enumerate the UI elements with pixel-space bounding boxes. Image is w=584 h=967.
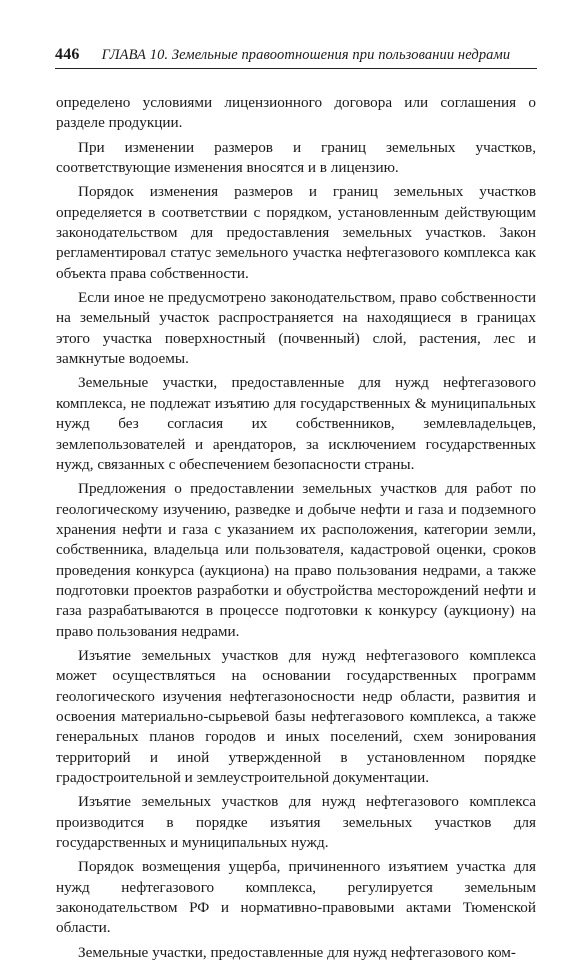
body-text [56, 93, 536, 967]
paragraph: Земельные участки, предоставленные для нужд нефтегазового комплекса, не подлежат изъятию для государственных & муниципальных нужд без согласия их собственников, землевладельцев, землепользователей и арендаторов, за исключением государственных нужд, связанных с обеспечением безопасности страны. [56, 374, 536, 473]
paragraph: При изменении размеров и границ земельных участков, соответствующие изменения вносятся и в лицензию. [56, 138, 536, 177]
paragraph: Порядок возмещения ущерба, причиненного изъятием участка для нужд нефтегазового комплекса, регулируется земельным законодательством РФ и нормативно-правовыми актами Тюменской области. [56, 858, 536, 937]
paragraph: Предложения о предоставлении земельных участков для работ по геологическому изучению, разведке и добыче нефти и газа и подземного хранения нефти и газа с указанием их расположения, категории земли, собственника, владельца или пользователя, кадастровой оценки, сроков проведения конкурса (аукциона) на право пользования недрами, а также подготовки проектов разработки и обустройства месторождений нефти и газа разрабатываются в процессе подготовки к конкурсу (аукциону) на право пользования недрами. [56, 480, 536, 640]
running-header [55, 45, 537, 69]
page-number: 446 [55, 46, 80, 63]
paragraph-continues: Земельные участки, предоставленные для нужд нефтегазового ком- [78, 943, 516, 961]
paragraph: Порядок изменения размеров и границ земельных участков определяется в соответствии с порядком, установленным действующим законодательством для предоставления земельных участков. Закон регламентировал статус земельного участка нефтегазового комплекса как объекта права собственности. [56, 183, 536, 282]
paragraph: Изъятие земельных участков для нужд нефтегазового комплекса производится в порядке изъятия земельных участков для государственных и муниципальных нужд. [56, 793, 536, 852]
paragraph: Если иное не предусмотрено законодательством, право собственности на земельный участок распространяется на находящиеся в границах этого участка поверхностный (почвенный) слой, растения, лес и замкнутые водоемы. [56, 289, 536, 368]
paragraph: Изъятие земельных участков для нужд нефтегазового комплекса может осуществляться на основании государственных программ геологического изучения нефтегазоносности недр области, развития и освоения материально-сырьевой базы нефтегазового комплекса, а также генеральных планов городов и иных поселений, схем зонирования территорий и иной утвержденной в установленном порядке градостроительной и землеустроительной документации. [56, 646, 536, 786]
paragraph-continued: определено условиями лицензионного договора или соглашения о разделе продукции. [56, 94, 536, 132]
chapter-title: ГЛАВА 10. Земельные правоотношения при пользовании недрами [101, 47, 511, 63]
